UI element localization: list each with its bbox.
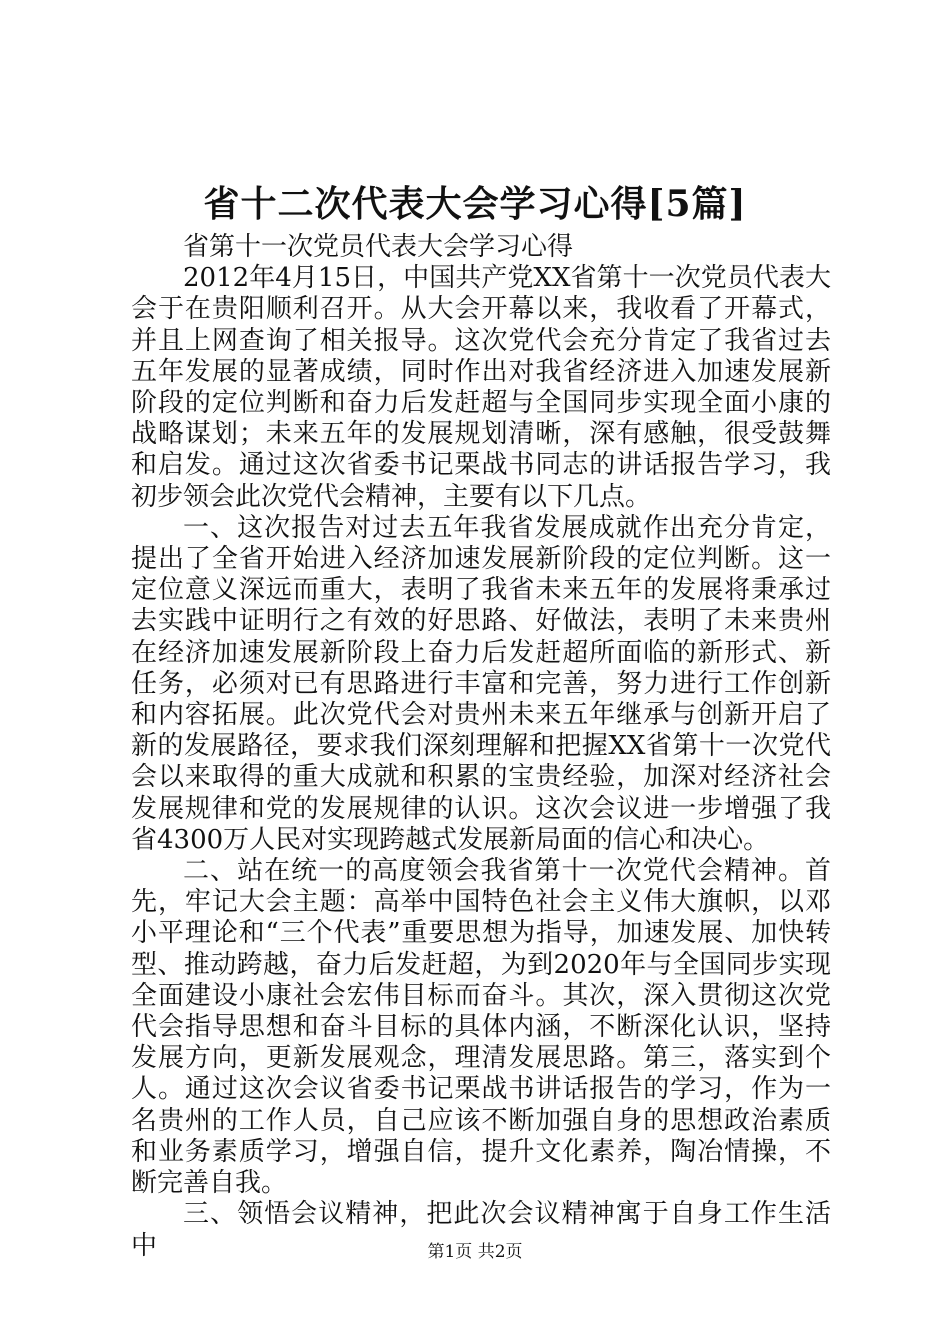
document-body bbox=[131, 232, 831, 1262]
paragraph-point-three: 三、领悟会议精神，把此次会议精神寓于自身工作生活中 bbox=[131, 1199, 831, 1261]
paragraph-point-two: 二、站在统一的高度领会我省第十一次党代会精神。首先，牢记大会主题：高举中国特色社会主义伟大旗帜，以邓小平理论和“三个代表”重要思想为指导，加速发展、加快转型、推动跨越，奋力后发赶超，为到2020年与全国同步实现全面建设小康社会宏伟目标而奋斗。其次，深入贯彻这次党代会指导思想和奋斗目标的具体内涵，不断深化认识，坚持发展方向，更新发展观念，理清发展思路。第三，落实到个人。通过这次会议省委书记栗战书讲话报告的学习，作为一名贵州的工作人员，自己应该不断加强自身的思想政治素质和业务素质学习，增强自信，提升文化素养，陶冶情操，不断完善自我。 bbox=[131, 856, 831, 1199]
paragraph-point-one: 一、这次报告对过去五年我省发展成就作出充分肯定，提出了全省开始进入经济加速发展新阶段的定位判断。这一定位意义深远而重大，表明了我省未来五年的发展将秉承过去实践中证明行之有效的好思路、好做法，表明了未来贵州在经济加速发展新阶段上奋力后发赶超所面临的新形式、新任务，必须对已有思路进行丰富和完善，努力进行工作创新和内容拓展。此次党代会对贵州未来五年继承与创新开启了新的发展路径，要求我们深刻理解和把握XX省第十一次党代会以来取得的重大成就和积累的宝贵经验，加深对经济社会发展规律和党的发展规律的认识。这次会议进一步增强了我省4300万人民对实现跨越式发展新局面的信心和决心。 bbox=[131, 512, 831, 855]
page-number-footer: 第1页 共2页 bbox=[427, 1242, 523, 1262]
paragraph-subtitle: 省第十一次党员代表大会学习心得 bbox=[183, 232, 574, 262]
document-title: 省十二次代表大会学习心得[5篇] bbox=[203, 183, 747, 225]
paragraph-intro: 2012年4月15日，中国共产党XX省第十一次党员代表大会于在贵阳顺利召开。从大会开幕以来，我收看了开幕式，并且上网查询了相关报导。这次党代会充分肯定了我省过去五年发展的显著成绩，同时作出对我省经济进入加速发展新阶段的定位判断和奋力后发赶超与全国同步实现全面小康的战略谋划；未来五年的发展规划清晰，深有感触，很受鼓舞和启发。通过这次省委书记栗战书同志的讲话报告学习，我初步领会此次党代会精神，主要有以下几点。 bbox=[131, 263, 831, 512]
